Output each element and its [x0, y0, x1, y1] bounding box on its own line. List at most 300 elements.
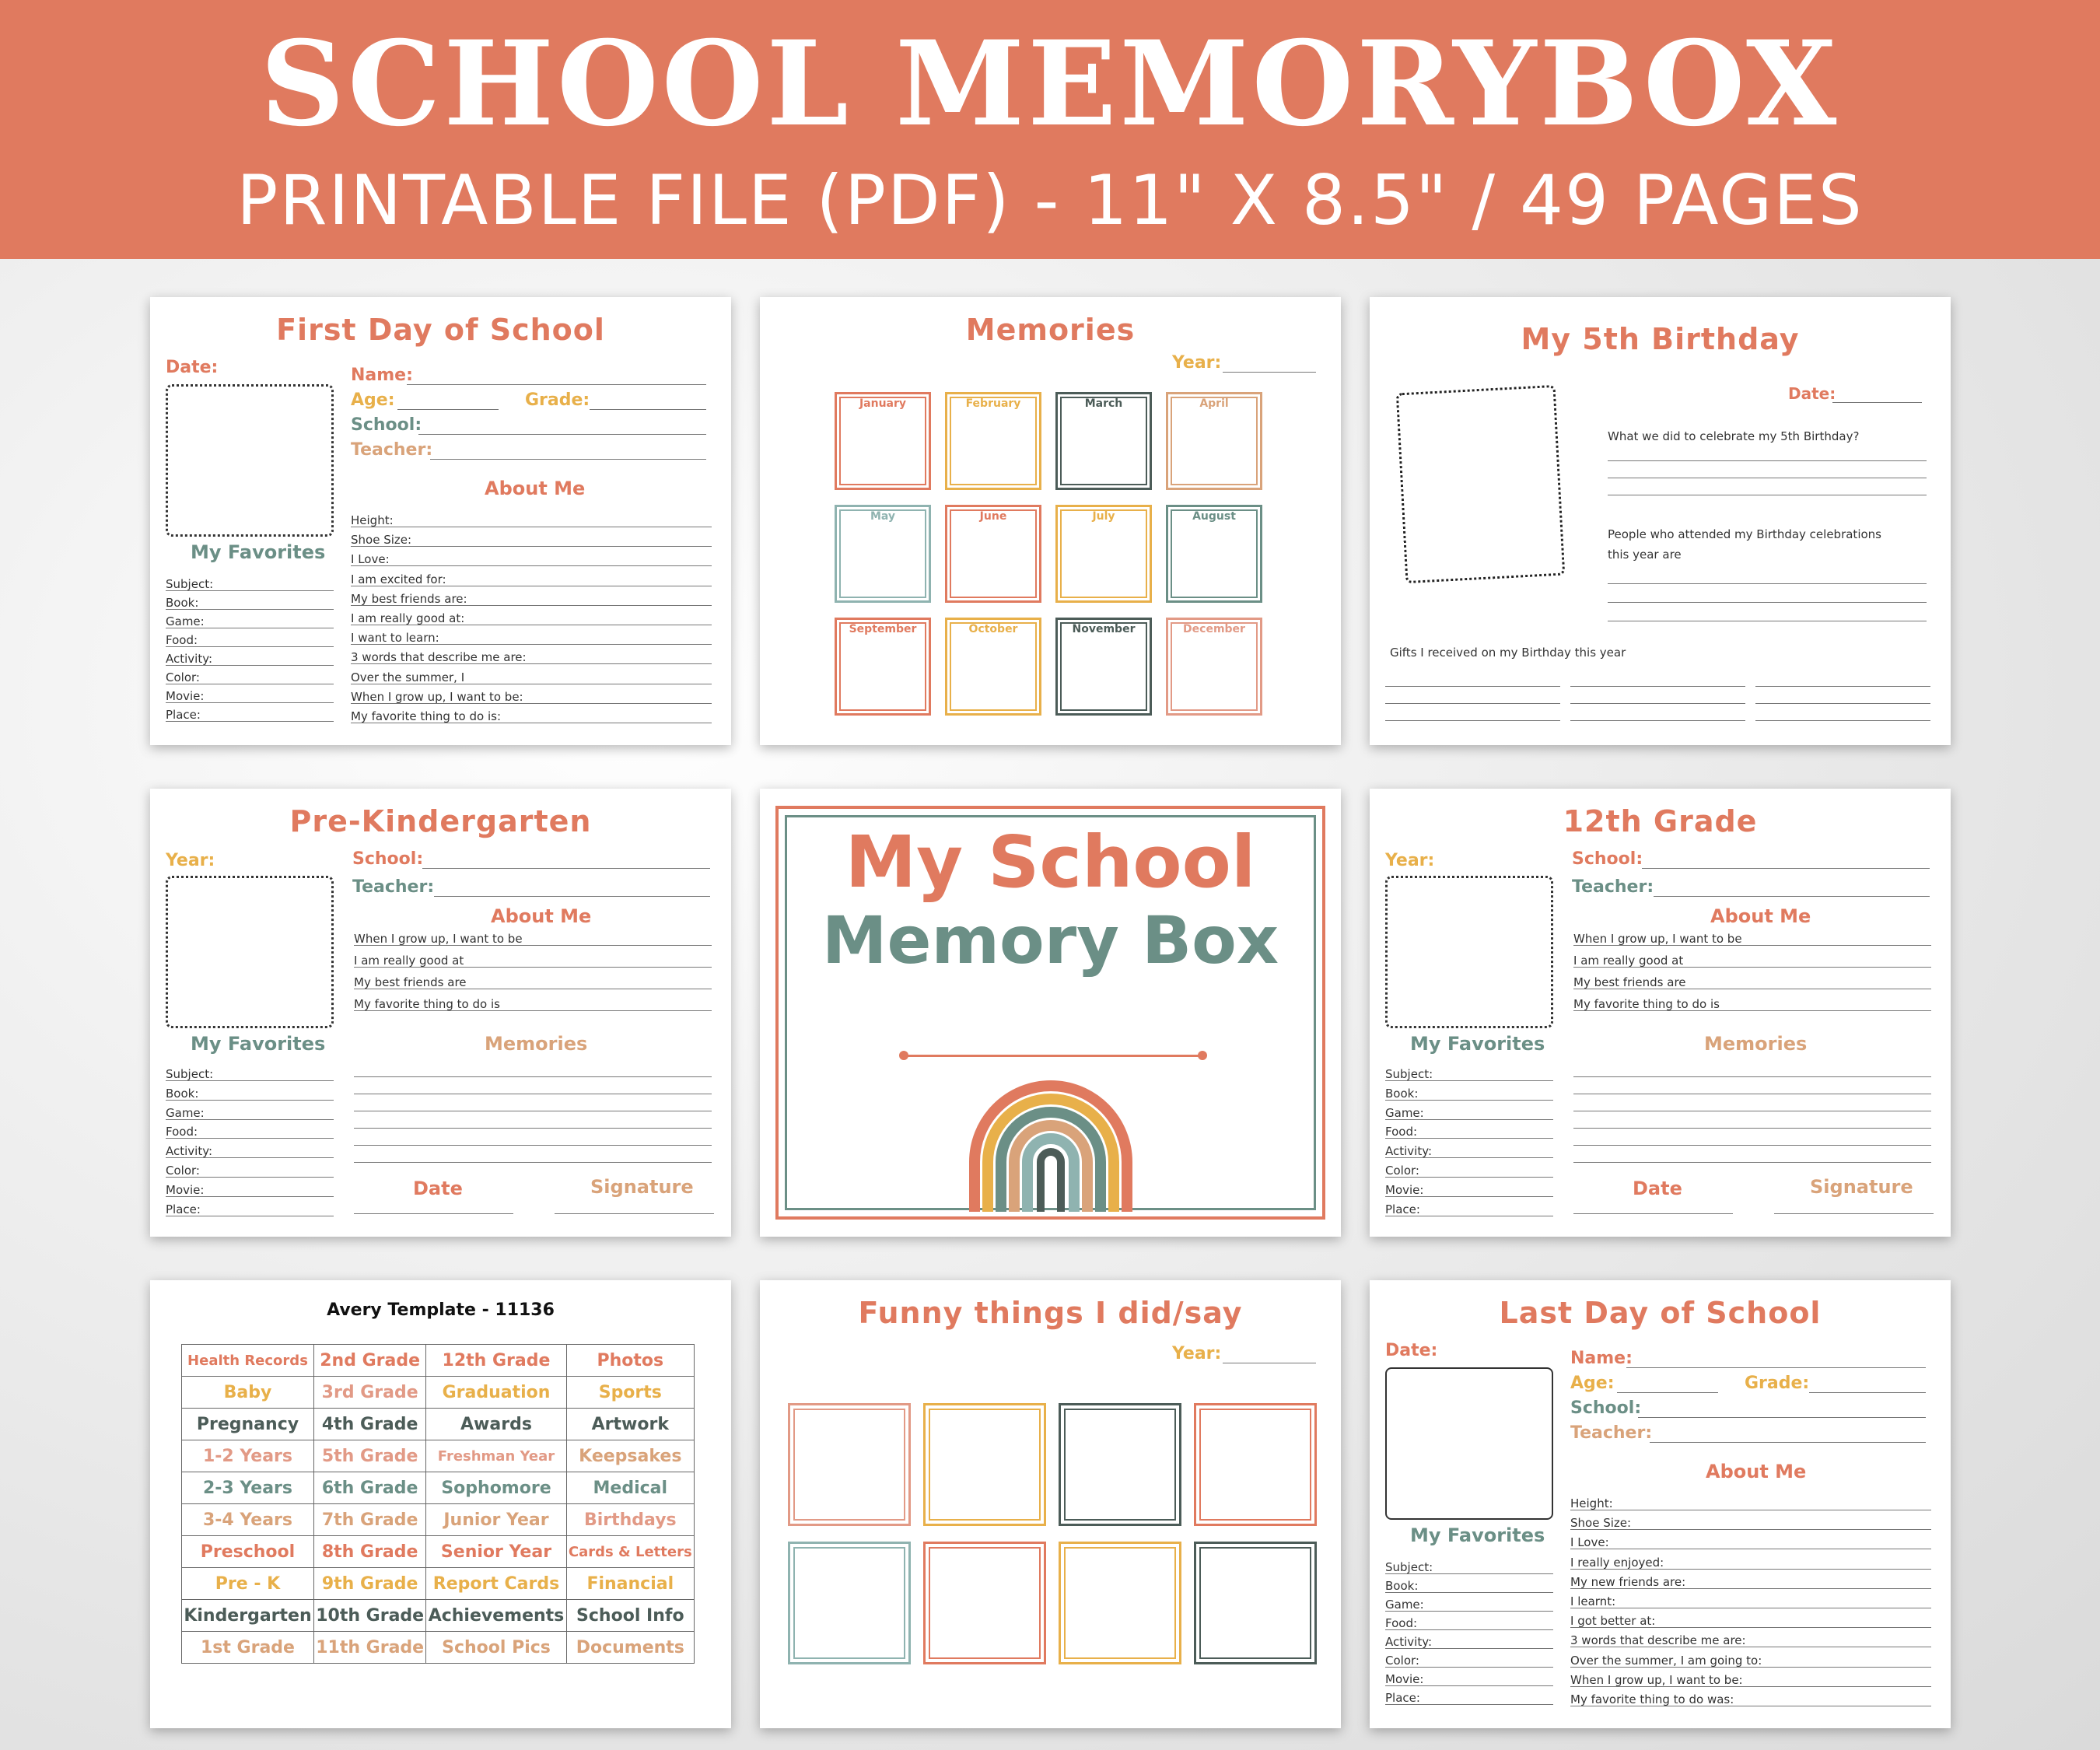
page-cover — [760, 789, 1341, 1237]
label-cell: 3-4 Years — [182, 1504, 314, 1536]
label-cell: 10th Grade — [313, 1600, 425, 1632]
photo-frame — [1059, 1403, 1181, 1526]
label-cell: Report Cards — [426, 1568, 566, 1600]
field-line — [1385, 1157, 1553, 1158]
question-attended-1: People who attended my Birthday celebrations — [1608, 527, 1881, 541]
month-frame — [945, 392, 1041, 490]
month-label: July — [1092, 510, 1115, 523]
label-cell: Pre - K — [182, 1568, 314, 1600]
field-line — [351, 703, 712, 704]
memory-line — [354, 1145, 712, 1146]
label-row — [182, 1536, 695, 1568]
field-label: Game: — [166, 1105, 205, 1120]
memory-line — [354, 1162, 712, 1163]
teacher-label: Teacher: — [1572, 877, 1654, 897]
field-line — [1385, 1685, 1553, 1686]
gift-line — [1570, 686, 1745, 687]
field-label: Book: — [166, 596, 199, 610]
field-label: I really enjoyed: — [1570, 1555, 1664, 1570]
memory-line — [354, 1076, 712, 1077]
page-title: Memories — [965, 313, 1136, 347]
label-row — [182, 1568, 695, 1600]
field-label: When I grow up, I want to be: — [1570, 1672, 1743, 1687]
field-line — [166, 609, 334, 610]
page-title: 12th Grade — [1563, 804, 1758, 838]
school-label: School: — [1570, 1398, 1642, 1418]
label-cell: 12th Grade — [426, 1345, 566, 1377]
label-cell: Achievements — [426, 1600, 566, 1632]
label-cell: Sophomore — [426, 1472, 566, 1504]
field-label: Movie: — [166, 1182, 205, 1197]
cover-line-2: Memory Box — [821, 902, 1279, 978]
memory-line — [1573, 1076, 1931, 1077]
field-line — [166, 590, 334, 591]
date-label: Date: — [1385, 1341, 1438, 1360]
label-cell: Documents — [566, 1632, 694, 1664]
month-label: November — [1072, 623, 1136, 635]
field-line — [1385, 1080, 1553, 1081]
gift-line — [1385, 720, 1560, 721]
page-title — [150, 313, 731, 347]
name-line — [1626, 1367, 1926, 1368]
label-cell: Awards — [426, 1409, 566, 1440]
field-label: Over the summer, I am going to: — [1570, 1653, 1762, 1668]
label-cell: 5th Grade — [313, 1440, 425, 1472]
field-line — [1385, 1648, 1553, 1649]
label-cell: Freshman Year — [426, 1440, 566, 1472]
month-frame — [1055, 505, 1152, 603]
label-cell: 6th Grade — [313, 1472, 425, 1504]
field-line — [166, 702, 334, 703]
label-cell: Financial — [566, 1568, 694, 1600]
month-label: February — [965, 397, 1021, 410]
label-table — [181, 1344, 695, 1664]
page-memories — [760, 297, 1341, 745]
label-cell: Birthdays — [566, 1504, 694, 1536]
month-label: March — [1084, 397, 1123, 410]
field-label: My favorite thing to do is — [354, 997, 500, 1011]
label-cell: Artwork — [566, 1409, 694, 1440]
year-label: Year: — [1172, 1344, 1222, 1363]
month-label: May — [870, 510, 896, 523]
field-label: My best friends are — [1573, 975, 1686, 989]
photo-box — [1385, 876, 1553, 1028]
photo-frame — [1194, 1542, 1317, 1664]
field-line — [166, 1177, 334, 1178]
label-row — [182, 1504, 695, 1536]
field-line — [354, 1010, 712, 1011]
favorites-title: My Favorites — [1410, 1033, 1545, 1055]
memory-line — [1573, 1162, 1931, 1163]
date-label: Date — [413, 1178, 463, 1199]
field-label: My favorite thing to do is — [1573, 997, 1720, 1011]
label-cell: 1-2 Years — [182, 1440, 314, 1472]
grade-label: Grade: — [1745, 1374, 1810, 1393]
month-label: September — [849, 623, 917, 635]
field-label: When I grow up, I want to be: — [351, 689, 523, 704]
label-row — [182, 1409, 695, 1440]
field-label: Game: — [166, 614, 205, 628]
school-label: School: — [351, 415, 422, 435]
field-label: Subject: — [1385, 1560, 1433, 1574]
field-label: I am excited for: — [351, 572, 446, 586]
field-label: Shoe Size: — [351, 533, 412, 548]
field-label: Subject: — [166, 1067, 214, 1081]
field-label: My best friends are — [354, 975, 467, 989]
field-line — [1385, 1592, 1553, 1593]
label-cell: Cards & Letters — [566, 1536, 694, 1568]
gift-line — [1385, 686, 1560, 687]
label-cell: 2nd Grade — [313, 1345, 425, 1377]
month-frame — [945, 618, 1041, 716]
memory-line — [354, 1128, 712, 1129]
label-cell: Keepsakes — [566, 1440, 694, 1472]
field-label: Place: — [1385, 1691, 1420, 1705]
gift-line — [1755, 720, 1930, 721]
banner-title: SCHOOL MEMORYBOX — [260, 16, 1840, 152]
field-label: Activity: — [166, 1144, 213, 1159]
field-label: Movie: — [166, 689, 205, 703]
field-line — [1570, 1686, 1931, 1687]
field-line — [1385, 1138, 1553, 1139]
field-line — [351, 605, 712, 606]
label-cell: Preschool — [182, 1536, 314, 1568]
avery-title: Avery Template - 11136 — [327, 1300, 555, 1320]
month-label: October — [968, 623, 1018, 635]
photo-frame — [788, 1403, 911, 1526]
label-cell: 8th Grade — [313, 1536, 425, 1568]
field-line — [166, 665, 334, 666]
grade-line — [1809, 1392, 1926, 1393]
field-line — [1570, 1627, 1931, 1628]
year-label: Year: — [1172, 353, 1222, 373]
field-label: Food: — [1385, 1125, 1418, 1139]
field-label: I Love: — [1570, 1535, 1609, 1550]
field-line — [166, 1100, 334, 1101]
memories-title: Memories — [1704, 1033, 1808, 1055]
field-line — [1573, 967, 1931, 968]
teacher-line — [1654, 896, 1930, 897]
page-title: Funny things I did/say — [858, 1296, 1243, 1330]
field-label: Place: — [166, 708, 201, 722]
label-cell: 9th Grade — [313, 1568, 425, 1600]
label-cell: Graduation — [426, 1377, 566, 1409]
question-attended-2: this year are — [1608, 548, 1682, 562]
field-label: When I grow up, I want to be — [1573, 932, 1742, 946]
favorites-title: My Favorites — [191, 1033, 326, 1055]
month-label: January — [859, 397, 907, 410]
header-banner — [0, 0, 2100, 259]
field-line — [1385, 1177, 1553, 1178]
label-row — [182, 1600, 695, 1632]
cover-line-1: My School — [845, 821, 1256, 904]
field-line — [1570, 1569, 1931, 1570]
field-line — [351, 565, 712, 566]
field-label: I am really good at: — [351, 611, 465, 625]
line-dot-left — [899, 1051, 908, 1060]
month-frame — [1055, 392, 1152, 490]
month-label: April — [1199, 397, 1229, 410]
field-label: Color: — [166, 670, 200, 684]
page-title: My 5th Birthday — [1521, 322, 1800, 356]
photo-frame — [788, 1542, 911, 1664]
field-label: Subject: — [166, 577, 214, 591]
name-line — [407, 384, 706, 385]
school-line — [418, 434, 706, 435]
name-label: Name: — [1570, 1349, 1633, 1368]
label-cell: 3rd Grade — [313, 1377, 425, 1409]
field-line — [1385, 1629, 1553, 1630]
field-label: Food: — [1385, 1616, 1418, 1630]
grade-line — [590, 409, 706, 410]
school-label: School: — [352, 849, 424, 869]
field-label: When I grow up, I want to be — [354, 932, 523, 946]
gifts-label: Gifts I received on my Birthday this year — [1390, 646, 1626, 660]
date-line — [1832, 402, 1922, 403]
year-label: Year: — [166, 851, 215, 870]
teacher-line — [434, 896, 710, 897]
field-label: Place: — [1385, 1202, 1420, 1216]
photo-box — [1396, 385, 1566, 583]
date-line — [354, 1213, 513, 1214]
field-label: Book: — [1385, 1086, 1419, 1101]
label-cell: Senior Year — [426, 1536, 566, 1568]
month-frame — [835, 618, 931, 716]
signature-line — [1774, 1213, 1934, 1214]
signature-line — [555, 1213, 714, 1214]
month-frame — [945, 505, 1041, 603]
month-frame — [835, 392, 931, 490]
field-label: Height: — [351, 513, 394, 527]
memory-line — [1573, 1145, 1931, 1146]
photo-frame — [1059, 1542, 1181, 1664]
field-label: Shoe Size: — [1570, 1516, 1632, 1531]
label-row — [182, 1440, 695, 1472]
label-cell: Sports — [566, 1377, 694, 1409]
month-label: December — [1183, 623, 1245, 635]
field-label: Over the summer, I — [351, 670, 465, 684]
field-line — [1570, 1588, 1931, 1589]
banner-subtitle: PRINTABLE FILE (PDF) - 11" X 8.5" / 49 PAGES — [236, 160, 1864, 240]
field-label: Activity: — [166, 652, 213, 666]
page-birthday — [1370, 297, 1951, 745]
gift-line — [1570, 703, 1745, 704]
line-dot-right — [1198, 1051, 1207, 1060]
label-cell: Baby — [182, 1377, 314, 1409]
field-label: Movie: — [1385, 1672, 1424, 1686]
field-line — [166, 1157, 334, 1158]
page-last-day — [1370, 1280, 1951, 1728]
field-label: My new friends are: — [1570, 1574, 1686, 1589]
photo-box — [1385, 1367, 1553, 1520]
field-line — [1573, 1010, 1931, 1011]
school-label: School: — [1572, 849, 1643, 869]
school-line — [1638, 1417, 1926, 1418]
teacher-label: Teacher: — [352, 877, 435, 897]
date-label: Date — [1633, 1178, 1682, 1199]
age-line — [397, 409, 499, 410]
field-label: Height: — [1570, 1496, 1613, 1510]
label-cell: 11th Grade — [313, 1632, 425, 1664]
photo-box — [166, 876, 334, 1028]
name-line — [903, 1055, 1203, 1057]
field-label: Color: — [1385, 1654, 1419, 1668]
page-title: Pre-Kindergarten — [289, 804, 592, 838]
month-frame — [1166, 505, 1262, 603]
page-avery-template — [150, 1280, 731, 1728]
age-line — [1617, 1392, 1718, 1393]
teacher-line — [1650, 1442, 1926, 1443]
label-cell: Kindergarten — [182, 1600, 314, 1632]
answer-line — [1608, 602, 1927, 603]
page-pre-k — [150, 789, 731, 1237]
field-line — [1570, 1529, 1931, 1530]
field-line — [1385, 1196, 1553, 1197]
month-label: June — [979, 510, 1007, 523]
rainbow-icon — [967, 1078, 1135, 1218]
field-line — [351, 644, 712, 645]
label-cell: Photos — [566, 1345, 694, 1377]
date-label: Date: — [166, 358, 219, 377]
field-line — [354, 967, 712, 968]
field-line — [1385, 1119, 1553, 1120]
label-cell: Health Records — [182, 1345, 314, 1377]
field-label: I got better at: — [1570, 1614, 1656, 1629]
label-cell: School Info — [566, 1600, 694, 1632]
field-line — [166, 1196, 334, 1197]
field-line — [1385, 1667, 1553, 1668]
date-label: Date: — [1788, 384, 1836, 403]
field-label: Subject: — [1385, 1067, 1433, 1081]
field-line — [166, 1119, 334, 1120]
about-title: About Me — [491, 905, 592, 927]
page-first-day — [150, 297, 731, 745]
field-label: My favorite thing to do is: — [351, 709, 502, 723]
field-line — [1385, 1704, 1553, 1705]
label-cell: Pregnancy — [182, 1409, 314, 1440]
field-line — [1385, 1573, 1553, 1574]
page-12th-grade — [1370, 789, 1951, 1237]
grade-label: Grade: — [525, 390, 590, 410]
field-label: Food: — [166, 633, 198, 647]
field-line — [1570, 1667, 1931, 1668]
field-label: I am really good at — [1573, 954, 1684, 968]
teacher-line — [430, 459, 706, 460]
page-title: Last Day of School — [1499, 1296, 1822, 1330]
favorites-title: My Favorites — [1410, 1524, 1545, 1546]
field-label: I am really good at — [354, 954, 464, 968]
year-label: Year: — [1385, 851, 1435, 870]
gift-line — [1755, 686, 1930, 687]
favorites-title: My Favorites — [191, 541, 326, 563]
gift-line — [1755, 703, 1930, 704]
teacher-label: Teacher: — [351, 440, 433, 460]
teacher-label: Teacher: — [1570, 1423, 1653, 1443]
month-frame — [1055, 618, 1152, 716]
field-label: Food: — [166, 1125, 198, 1139]
field-label: Color: — [1385, 1164, 1419, 1178]
field-label: Game: — [1385, 1105, 1424, 1120]
field-label: I learnt: — [1570, 1594, 1616, 1608]
label-row — [182, 1632, 695, 1664]
label-cell: 4th Grade — [313, 1409, 425, 1440]
field-line — [166, 646, 334, 647]
field-line — [166, 1080, 334, 1081]
about-title: About Me — [1706, 1461, 1807, 1482]
field-line — [354, 945, 712, 946]
memories-title: Memories — [485, 1033, 588, 1055]
month-frame — [835, 505, 931, 603]
page-funny-things — [760, 1280, 1341, 1728]
signature-label: Signature — [590, 1176, 694, 1198]
photo-frame — [923, 1403, 1046, 1526]
gift-line — [1570, 720, 1745, 721]
field-line — [1385, 1100, 1553, 1101]
field-line — [166, 1138, 334, 1139]
label-cell: Junior Year — [426, 1504, 566, 1536]
field-label: 3 words that describe me are: — [1570, 1633, 1746, 1648]
field-line — [166, 721, 334, 722]
photo-frame — [923, 1542, 1046, 1664]
age-label: Age: — [1570, 1374, 1615, 1393]
field-label: Book: — [1385, 1579, 1419, 1593]
field-label: My favorite thing to do was: — [1570, 1692, 1734, 1706]
field-line — [351, 546, 712, 547]
answer-line — [1608, 460, 1927, 461]
school-line — [422, 868, 710, 869]
gift-line — [1385, 703, 1560, 704]
field-label: Activity: — [1385, 1635, 1433, 1649]
school-line — [1642, 868, 1930, 869]
field-label: Place: — [166, 1202, 201, 1216]
month-frame — [1166, 618, 1262, 716]
photo-frame — [1194, 1403, 1317, 1526]
signature-label: Signature — [1810, 1176, 1913, 1198]
field-line — [1385, 1611, 1553, 1612]
field-label: Book: — [166, 1086, 199, 1101]
about-title: About Me — [1710, 905, 1811, 927]
label-cell: 2-3 Years — [182, 1472, 314, 1504]
name-label: Name: — [351, 366, 413, 385]
field-label: I want to learn: — [351, 631, 439, 646]
label-row — [182, 1472, 695, 1504]
label-row — [182, 1345, 695, 1377]
label-cell: 1st Grade — [182, 1632, 314, 1664]
month-label: August — [1192, 510, 1236, 523]
field-label: Activity: — [1385, 1144, 1433, 1159]
age-label: Age: — [351, 390, 395, 410]
field-label: Color: — [166, 1164, 200, 1178]
field-label: 3 words that describe me are: — [351, 650, 527, 665]
field-label: Game: — [1385, 1598, 1424, 1612]
field-label: Movie: — [1385, 1182, 1424, 1197]
date-line — [1573, 1213, 1733, 1214]
field-label: My best friends are: — [351, 591, 467, 606]
about-title: About Me — [485, 478, 586, 499]
field-line — [351, 663, 712, 664]
answer-line — [1608, 583, 1927, 584]
label-cell: Medical — [566, 1472, 694, 1504]
title-text: First Day of School — [276, 313, 605, 347]
field-line — [1573, 945, 1931, 946]
photo-box — [166, 384, 334, 537]
label-cell: School Pics — [426, 1632, 566, 1664]
label-row — [182, 1377, 695, 1409]
month-frame — [1166, 392, 1262, 490]
label-cell: 7th Grade — [313, 1504, 425, 1536]
memory-line — [1573, 1128, 1931, 1129]
field-label: I Love: — [351, 552, 390, 567]
